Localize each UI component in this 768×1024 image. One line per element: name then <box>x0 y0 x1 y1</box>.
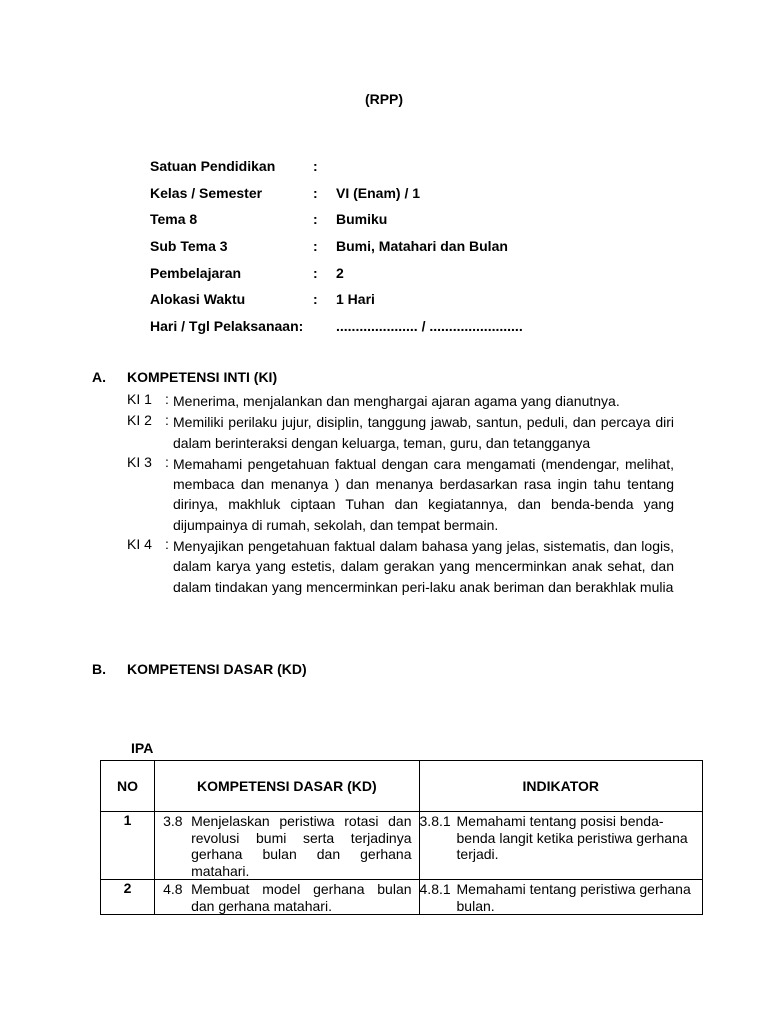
ki-colon: : <box>165 536 169 553</box>
kd-number: 4.8 <box>163 881 183 897</box>
ki-text: Menyajikan pengetahuan faktual dalam bahasa yang jelas, sistematis, dan logis, dalam karya yang estetis, dalam gerakan yang mencerminkan anak sehat, dan dalam tindakan yang mencerminkan peri-laku anak beriman dan berakhlak mulia <box>173 538 674 595</box>
identity-value: 1 Hari <box>336 291 375 308</box>
ki-code: KI 4 <box>127 536 152 553</box>
identity-label: Satuan Pendidikan <box>150 158 276 174</box>
identity-value: Bumi, Matahari dan Bulan <box>336 238 508 255</box>
ki-item <box>127 454 674 535</box>
section-a-letter: A. <box>92 369 106 385</box>
ki-list <box>127 391 674 598</box>
identity-block <box>150 158 710 345</box>
identity-row-kelas <box>150 185 710 212</box>
identity-colon: : <box>313 291 318 308</box>
identity-colon: : <box>313 184 318 201</box>
identity-label: Kelas / Semester <box>150 184 263 201</box>
identity-label: Alokasi Waktu <box>150 291 246 308</box>
ki-text: Menerima, menjalankan dan menghargai ajaran agama yang dianutnya. <box>173 393 620 409</box>
indikator-cell <box>419 812 702 880</box>
kd-number: 3.8 <box>163 813 183 829</box>
table-row <box>101 812 703 880</box>
identity-row-hari <box>150 318 710 345</box>
ki-text: Memahami pengetahuan faktual dengan cara mengamati (mendengar, melihat, membaca dan menanya ) dan menanya berdasarkan rasa ingin tahu tentang dirinya, makhluk ciptaan Tuhan dan kegiatannya, dan benda-benda yang dijumpainya di rumah, sekolah, dan tempat bermain. <box>173 455 674 533</box>
ki-colon: : <box>165 453 169 470</box>
kd-cell <box>155 880 419 915</box>
identity-row-pembelajaran <box>150 265 710 292</box>
identity-label: Hari / Tgl Pelaksanaan: <box>150 318 304 335</box>
identity-colon: : <box>313 264 318 281</box>
kd-table <box>100 760 703 915</box>
row-number: 2 <box>101 880 155 915</box>
section-a-title: KOMPETENSI INTI (KI) <box>127 369 278 385</box>
identity-label: Pembelajaran <box>150 264 242 281</box>
kd-cell <box>155 812 419 880</box>
table-row <box>101 880 703 915</box>
identity-row-tema <box>150 211 710 238</box>
identity-value: VI (Enam) / 1 <box>336 184 421 201</box>
identity-label: Tema 8 <box>150 211 198 228</box>
document-title: (RPP) <box>364 91 404 107</box>
ki-item <box>127 412 674 453</box>
section-b-letter: B. <box>92 661 106 677</box>
ki-colon: : <box>165 391 169 407</box>
row-number: 1 <box>101 812 155 880</box>
indikator-number: 3.8.1 <box>419 813 451 829</box>
header-no: NO <box>101 761 155 812</box>
ki-colon: : <box>165 412 169 429</box>
kd-text: Menjelaskan peristiwa rotasi dan revolusi bumi serta terjadinya gerhana bulan dan gerhana matahari. <box>191 813 412 879</box>
identity-row-satuan <box>150 158 710 185</box>
ki-code: KI 2 <box>127 412 152 429</box>
identity-value: Bumiku <box>336 211 388 228</box>
header-kd: KOMPETENSI DASAR (KD) <box>155 761 419 812</box>
subject-label: IPA <box>131 740 154 756</box>
identity-colon: : <box>313 211 318 228</box>
section-b-title: KOMPETENSI DASAR (KD) <box>127 661 307 677</box>
indikator-cell <box>419 880 702 915</box>
identity-label: Sub Tema 3 <box>150 238 228 255</box>
indikator-number: 4.8.1 <box>419 881 451 897</box>
ki-item <box>127 536 674 597</box>
identity-colon: : <box>313 238 318 255</box>
kd-text: Membuat model gerhana bulan dan gerhana matahari. <box>191 881 412 914</box>
identity-value: 2 <box>336 264 344 281</box>
table-header-row <box>101 761 703 812</box>
ki-code: KI 1 <box>127 391 152 407</box>
ki-text: Memiliki perilaku jujur, disiplin, tanggung jawab, santun, peduli, dan percaya diri dalam berinteraksi dengan keluarga, teman, guru, dan tetangganya <box>173 414 674 451</box>
identity-row-alokasi <box>150 291 710 318</box>
ki-item <box>127 391 674 411</box>
identity-value: ..................... / ........................ <box>336 318 523 335</box>
indikator-text: Memahami tentang posisi benda-benda langit ketika peristiwa gerhana terjadi. <box>456 813 688 862</box>
indikator-text: Memahami tentang peristiwa gerhana bulan. <box>456 881 691 914</box>
header-indikator: INDIKATOR <box>419 761 702 812</box>
identity-row-subtema <box>150 238 710 265</box>
ki-code: KI 3 <box>127 453 152 470</box>
identity-colon: : <box>313 158 318 174</box>
